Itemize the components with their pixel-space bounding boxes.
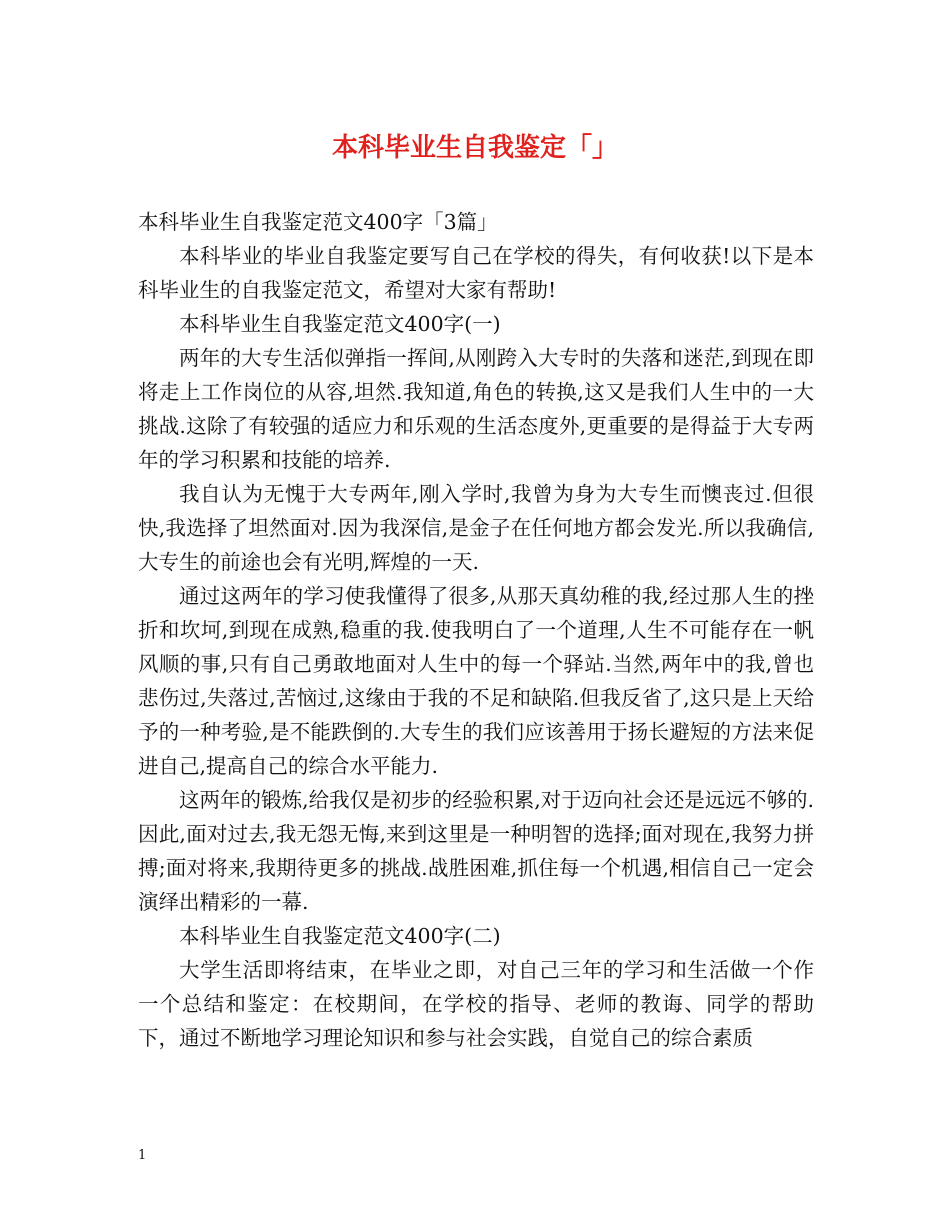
- paragraph: 本科毕业的毕业自我鉴定要写自己在学校的得失，有何收获!以下是本科毕业生的自我鉴定范文，希望对大家有帮助!: [138, 244, 814, 302]
- paragraph: 大学生活即将结束，在毕业之即，对自己三年的学习和生活做一个作一个总结和鉴定：在校期间，在学校的指导、老师的教诲、同学的帮助下，通过不断地学习理论知识和参与社会实践，自觉自己的综合素质: [138, 958, 814, 1050]
- document-body: [138, 205, 814, 1055]
- paragraph: 两年的大专生活似弹指一挥间,从刚跨入大专时的失落和迷茫,到现在即将走上工作岗位的从容,坦然.我知道,角色的转换,这又是我们人生中的一大挑战.这除了有较强的适应力和乐观的生活态度外,更重要的是得益于大专两年的学习积累和技能的培养.: [138, 346, 814, 472]
- document-title: 本科毕业生自我鉴定「」: [331, 133, 618, 163]
- section-heading: 本科毕业生自我鉴定范文400字(二): [179, 924, 501, 948]
- paragraph: 通过这两年的学习使我懂得了很多,从那天真幼稚的我,经过那人生的挫折和坎坷,到现在成熟,稳重的我.使我明白了一个道理,人生不可能存在一帆风顺的事,只有自己勇敢地面对人生中的每一个驿站.当然,两年中的我,曾也悲伤过,失落过,苦恼过,这缘由于我的不足和缺陷.但我反省了,这只是上天给予的一种考验,是不能跌倒的.大专生的我们应该善用于扬长避短的方法来促进自己,提高自己的综合水平能力.: [138, 584, 814, 778]
- paragraph: 这两年的锻炼,给我仅是初步的经验积累,对于迈向社会还是远远不够的.因此,面对过去,我无怨无悔,来到这里是一种明智的选择;面对现在,我努力拼搏;面对将来,我期待更多的挑战.战胜困难,抓住每一个机遇,相信自己一定会演绎出精彩的一幕.: [138, 788, 814, 914]
- section-heading: 本科毕业生自我鉴定范文400字(一): [179, 312, 501, 336]
- section-heading: 本科毕业生自我鉴定范文400字「3篇」: [138, 210, 498, 234]
- paragraph: 我自认为无愧于大专两年,刚入学时,我曾为身为大专生而懊丧过.但很快,我选择了坦然面对.因为我深信,是金子在任何地方都会发光.所以我确信,大专生的前途也会有光明,辉煌的一天.: [138, 482, 814, 574]
- page-number: 1: [138, 1148, 147, 1163]
